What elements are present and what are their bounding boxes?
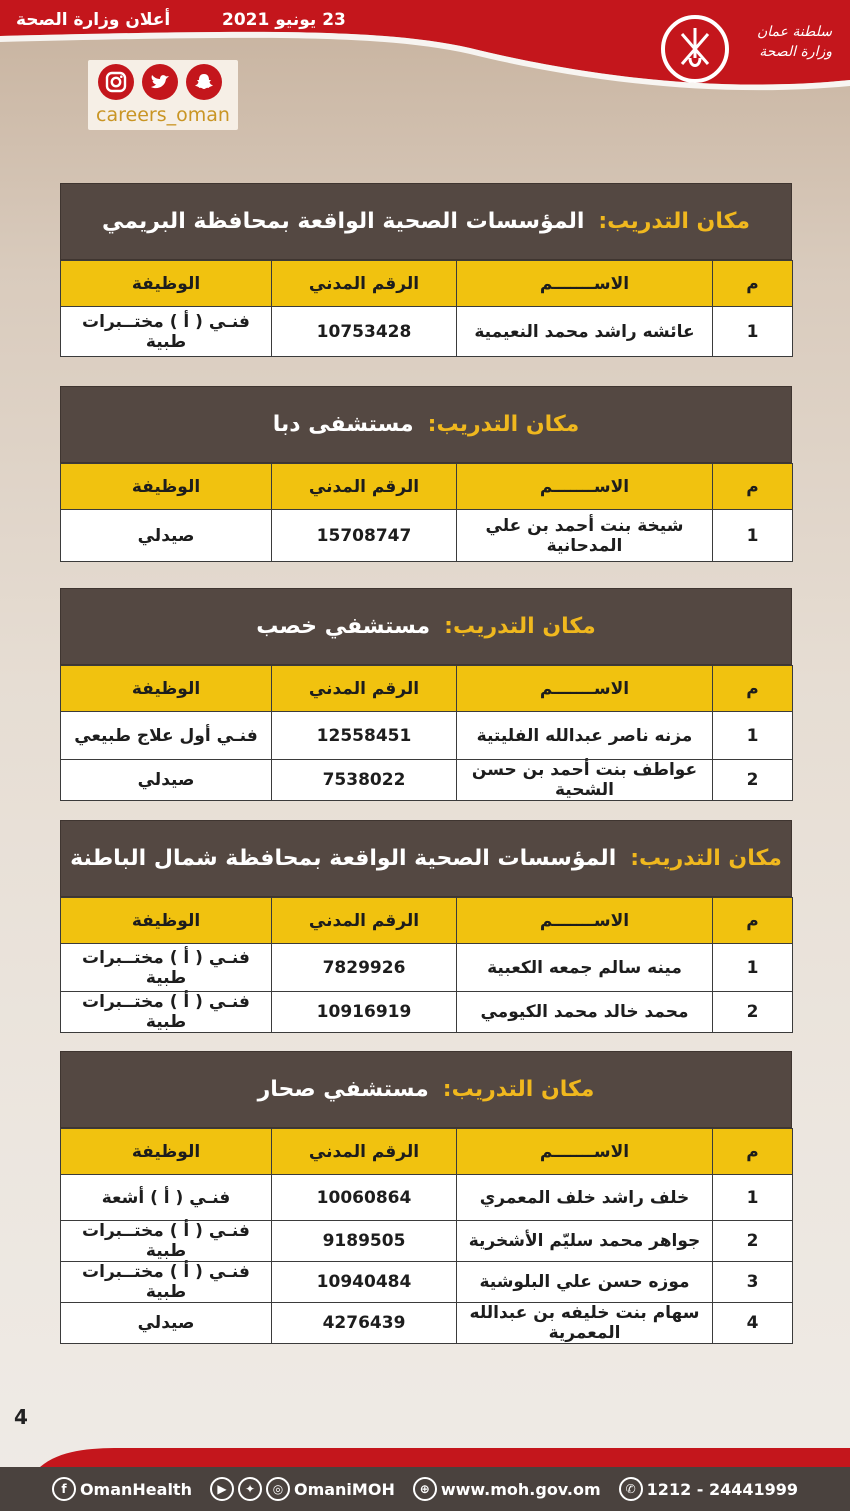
row-civil-id: 15708747: [272, 510, 457, 562]
row-job: صيدلي: [61, 510, 272, 562]
row-index: 1: [713, 1175, 793, 1221]
row-job: فنـي ( أ ) مختــبرات طبية: [61, 1262, 272, 1303]
column-header-job: الوظيفة: [61, 666, 272, 712]
row-index: 1: [713, 944, 793, 992]
column-header-name: الاســـــــم: [457, 666, 713, 712]
column-header-index: م: [713, 666, 793, 712]
footer-website[interactable]: [413, 1477, 601, 1501]
facebook-icon: f: [52, 1477, 76, 1501]
column-header-index: م: [713, 261, 793, 307]
table-header-row: [61, 666, 793, 712]
training-section: [60, 1051, 792, 1344]
row-name: عائشه راشد محمد النعيمية: [457, 307, 713, 357]
row-index: 2: [713, 1221, 793, 1262]
table-row: [61, 510, 793, 562]
column-header-civil-id: الرقم المدني: [272, 1129, 457, 1175]
table-row: [61, 992, 793, 1033]
section-header: [60, 588, 792, 665]
row-name: جواهر محمد سليّم الأشخرية: [457, 1221, 713, 1262]
footer-phone[interactable]: [619, 1477, 798, 1501]
snapchat-icon[interactable]: [186, 64, 222, 100]
training-place-label: مكان التدريب:: [444, 614, 596, 639]
row-civil-id: 10940484: [272, 1262, 457, 1303]
table-row: [61, 1303, 793, 1344]
announcement-date: 23 يونيو 2021: [222, 10, 346, 30]
table-row: [61, 712, 793, 760]
table-header-row: [61, 261, 793, 307]
table-header-row: [61, 898, 793, 944]
footer-social[interactable]: [210, 1477, 395, 1501]
column-header-name: الاســـــــم: [457, 898, 713, 944]
trainees-table: [60, 463, 793, 562]
column-header-job: الوظيفة: [61, 261, 272, 307]
row-name: عواطف بنت أحمد بن حسن الشحية: [457, 760, 713, 801]
column-header-job: الوظيفة: [61, 464, 272, 510]
row-civil-id: 10753428: [272, 307, 457, 357]
footer-website-label: www.moh.gov.om: [440, 1479, 601, 1499]
training-place-label: مكان التدريب:: [598, 209, 750, 234]
column-header-job: الوظيفة: [61, 898, 272, 944]
section-header: [60, 820, 792, 897]
footer-phone-label: 1212 - 24441999: [646, 1479, 799, 1499]
training-place-label: مكان التدريب:: [630, 846, 782, 871]
row-index: 1: [713, 307, 793, 357]
row-index: 2: [713, 760, 793, 801]
row-civil-id: 10916919: [272, 992, 457, 1033]
row-job: صيدلي: [61, 1303, 272, 1344]
training-section: [60, 820, 792, 1033]
row-job: فنـي ( أ ) مختــبرات طبية: [61, 1221, 272, 1262]
footer-facebook[interactable]: [52, 1477, 192, 1501]
column-header-civil-id: الرقم المدني: [272, 898, 457, 944]
footer-bar: [0, 1467, 850, 1511]
row-civil-id: 9189505: [272, 1221, 457, 1262]
section-header: [60, 386, 792, 463]
row-name: سهام بنت خليفه بن عبدالله المعمرية: [457, 1303, 713, 1344]
training-place-label: مكان التدريب:: [427, 412, 580, 437]
row-civil-id: 12558451: [272, 712, 457, 760]
row-index: 2: [713, 992, 793, 1033]
social-handle[interactable]: careers_oman: [96, 104, 230, 126]
trainees-table: [60, 1128, 793, 1344]
trainees-table: [60, 260, 793, 357]
section-header: [60, 183, 792, 260]
table-row: [61, 1221, 793, 1262]
training-place-name: مستشفى دبا: [272, 412, 414, 437]
row-civil-id: 7829926: [272, 944, 457, 992]
instagram-icon[interactable]: [98, 64, 134, 100]
row-name: مزنه ناصر عبدالله الفليتية: [457, 712, 713, 760]
table-row: [61, 944, 793, 992]
ministry-logo: سلطنة عمان وزارة الصحة: [756, 24, 832, 60]
row-job: صيدلي: [61, 760, 272, 801]
row-civil-id: 10060864: [272, 1175, 457, 1221]
trainees-table: [60, 897, 793, 1033]
footer-facebook-label: OmanHealth: [79, 1479, 192, 1499]
column-header-index: م: [713, 1129, 793, 1175]
oman-khanjar-emblem-icon: [660, 14, 730, 84]
training-section: [60, 183, 792, 357]
row-job: فنـي ( أ ) مختــبرات طبية: [61, 944, 272, 992]
table-header-row: [61, 1129, 793, 1175]
table-row: [61, 1262, 793, 1303]
column-header-civil-id: الرقم المدني: [272, 464, 457, 510]
row-civil-id: 7538022: [272, 760, 457, 801]
row-name: مينه سالم جمعه الكعبية: [457, 944, 713, 992]
training-section: [60, 386, 792, 562]
column-header-job: الوظيفة: [61, 1129, 272, 1175]
training-place-label: مكان التدريب:: [442, 1077, 595, 1102]
training-place-name: مستشفي صحار: [257, 1077, 429, 1102]
trainees-table: [60, 665, 793, 801]
training-place-name: المؤسسات الصحية الواقعة بمحافظة شمال الباطنة: [70, 846, 617, 871]
twitter-icon: ✦: [238, 1477, 262, 1501]
instagram-icon: ◎: [266, 1477, 290, 1501]
column-header-civil-id: الرقم المدني: [272, 666, 457, 712]
row-index: 1: [713, 510, 793, 562]
column-header-index: م: [713, 464, 793, 510]
section-header: [60, 1051, 792, 1128]
row-name: شيخة بنت أحمد بن علي المدحانية: [457, 510, 713, 562]
row-civil-id: 4276439: [272, 1303, 457, 1344]
row-job: فنـي ( أ ) أشعة: [61, 1175, 272, 1221]
table-header-row: [61, 464, 793, 510]
column-header-name: الاســـــــم: [457, 261, 713, 307]
phone-icon: ✆: [619, 1477, 643, 1501]
table-row: [61, 1175, 793, 1221]
table-row: [61, 307, 793, 357]
row-index: 1: [713, 712, 793, 760]
row-job: فنـي أول علاج طبيعي: [61, 712, 272, 760]
footer-social-handle: OmaniMOH: [293, 1479, 395, 1499]
social-box: [88, 60, 238, 130]
row-index: 3: [713, 1262, 793, 1303]
row-job: فنـي ( أ ) مختــبرات طبية: [61, 992, 272, 1033]
column-header-civil-id: الرقم المدني: [272, 261, 457, 307]
row-job: فنـي ( أ ) مختــبرات طبية: [61, 307, 272, 357]
column-header-name: الاســـــــم: [457, 464, 713, 510]
row-name: موزه حسن علي البلوشية: [457, 1262, 713, 1303]
row-name: خلف راشد خلف المعمري: [457, 1175, 713, 1221]
table-row: [61, 760, 793, 801]
row-name: محمد خالد محمد الكيومي: [457, 992, 713, 1033]
page-number: 4: [14, 1405, 28, 1429]
column-header-index: م: [713, 898, 793, 944]
training-place-name: مستشفي خصب: [256, 614, 431, 639]
training-place-name: المؤسسات الصحية الواقعة بمحافظة البريمي: [102, 209, 585, 234]
twitter-icon[interactable]: [142, 64, 178, 100]
announcement-title: أعلان وزارة الصحة: [16, 10, 171, 30]
column-header-name: الاســـــــم: [457, 1129, 713, 1175]
training-section: [60, 588, 792, 801]
globe-icon: ⊕: [413, 1477, 437, 1501]
row-index: 4: [713, 1303, 793, 1344]
youtube-icon: ▶: [210, 1477, 234, 1501]
